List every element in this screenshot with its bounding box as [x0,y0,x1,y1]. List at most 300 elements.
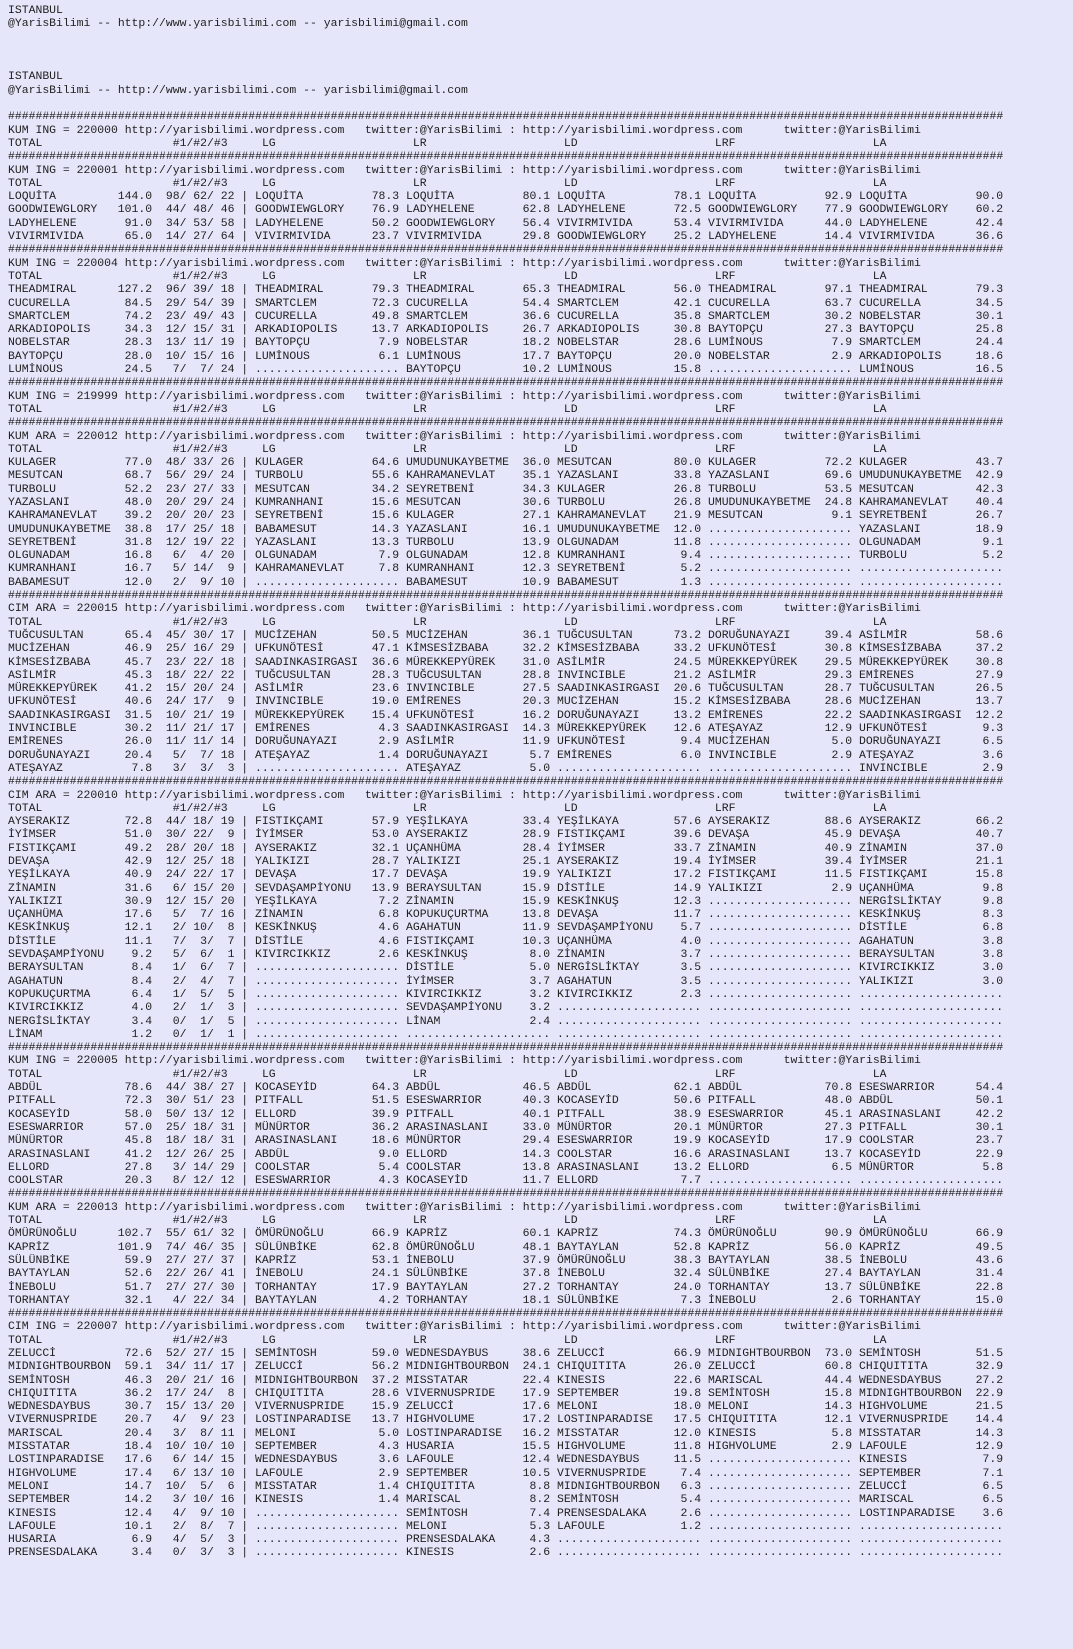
ranking-cell-lrf [708,762,852,775]
ranked-horse: LOSTINPARADISE [556,1413,654,1427]
result-row [8,203,1073,216]
ranked-score: 5.2 [680,562,702,576]
race-links: http://yarisbilimi.wordpress.com twitter:@YarisBilimi : http://yarisbilimi.wordpress.com twitter:@YarisBilimi [117,1200,921,1214]
col-placings: #1/#2/#3 [172,176,228,190]
ranked-score: 3.7 [529,974,551,988]
placing-1st: 98 [165,190,180,204]
ranking-cell-ld [557,1281,701,1294]
ranking-cell-la [859,310,1003,323]
ranked-horse: TORHANTAY [255,1280,317,1294]
ranked-score: 13.9 [371,881,400,895]
placing-1st: 44 [165,1081,180,1095]
ranked-score: 32.1 [371,841,400,855]
ranked-score: 51.5 [975,1346,1004,1360]
ranked-horse: VIVERNUSPRIDE [255,1400,345,1414]
placing-2nd: 27 [193,1280,207,1294]
ranked-score: 17.6 [522,1400,551,1414]
ranking-cell-lg [255,576,399,589]
total-score: 52.2 [124,482,153,496]
slash: / [207,469,214,483]
total-score: 45.8 [124,1134,153,1148]
ranked-score: 10.5 [522,1466,551,1480]
placing-2nd: 1 [200,1027,207,1041]
empty-dots: ..................... [255,575,400,589]
ranking-cell-lr [406,629,550,642]
ranked-score: 36.2 [371,1120,400,1134]
horse-name: THEADMIRAL [8,283,77,297]
ranking-cell-ld [557,1254,701,1267]
col-lg: LG [261,269,276,283]
slash: / [207,1293,214,1307]
ranking-cell-ld [557,988,701,1001]
empty-dots: ..................... [255,1519,400,1533]
placing-1st: 23 [165,309,180,323]
slash: / [207,961,214,975]
slash: / [179,535,187,549]
col-lg: LG [261,402,276,416]
slash: / [179,761,187,775]
ranked-score: 73.0 [824,1346,853,1360]
placing-3rd: 3 [227,1001,235,1015]
ranking-cell-ld [557,709,701,722]
ranked-horse: GOODWIEWGLORY [406,216,496,230]
placing-2nd: 38 [193,1081,207,1095]
placing-1st: 25 [165,642,180,656]
horse-name: AYSERAKIZ [8,815,70,829]
blank-line [8,44,1073,57]
ranking-cell-lg [255,1467,399,1480]
race-title: CIM ING = 220007 [8,1320,118,1334]
ranked-horse: ATEŞAYAZ [255,748,310,762]
ranking-cell-lrf [708,1015,852,1028]
placing-2nd: 5 [200,987,207,1001]
column-divider: | [241,190,249,204]
slash: / [207,1426,214,1440]
ranking-cell-ld [557,1400,701,1413]
ranked-score: 20.0 [673,349,702,363]
race-header [8,789,1073,802]
ranked-horse: MIDNIGHTBOURBON [707,1346,811,1360]
empty-dots: ..................... [858,1014,1004,1028]
horse-name: ELLORD [8,1160,50,1174]
slash: / [179,987,187,1001]
ranking-cell-la [859,1134,1003,1147]
slash: / [179,1400,187,1414]
total-score: 8.4 [131,961,153,975]
ranked-score: 38.3 [673,1253,702,1267]
ranked-score: 40.1 [522,1107,551,1121]
ranked-score: 9.8 [982,881,1004,895]
horse-name: ZELUCCİ [8,1346,57,1360]
ranked-score: 17.7 [522,349,551,363]
ranked-score: 65.3 [522,283,551,297]
column-divider: | [241,1506,249,1520]
horse-name: BAYTAYLAN [8,1267,70,1281]
race-header [8,1320,1073,1333]
ranked-horse: ELLORD [406,1147,448,1161]
result-row [8,629,1073,642]
ranked-score: 28.4 [522,841,551,855]
ranking-cell-lrf [708,948,852,961]
ranked-horse: MUCİZEHAN [406,628,468,642]
placing-1st: 12 [165,855,180,868]
col-lrf: LRF [714,402,736,416]
ranked-score: 25.1 [522,855,551,868]
ranked-score: 18.9 [975,522,1004,536]
slash: / [179,216,187,230]
placing-3rd: 24 [220,682,235,696]
result-row [8,1400,1073,1413]
horse-name: MISSTATAR [8,1440,70,1454]
ranking-cell-ld [557,815,701,828]
total-score: 46.9 [124,642,153,656]
ranking-cell-lg [255,562,399,575]
ranking-cell-lg [255,935,399,948]
ranked-horse: CUCURELLA [556,309,619,323]
placing-1st: 18 [165,668,180,682]
ranked-horse: EMİRENES [556,748,612,762]
slash: / [207,1014,214,1028]
ranked-score: 2.9 [982,761,1004,775]
ranked-horse: CHIQUITITA [707,1413,777,1427]
ranked-score: 12.0 [673,522,702,536]
horse-name: MIDNIGHTBOURBON [8,1360,111,1374]
placing-1st: 48 [165,456,180,470]
ranking-cell-lr [406,230,550,243]
result-row [8,456,1073,469]
ranked-score: 12.0 [673,1426,702,1440]
ranked-score: 7.8 [378,562,400,576]
placing-1st: 24 [165,868,180,882]
ranked-score: 12.4 [522,1453,551,1467]
ranked-horse: ATEŞAYAZ [406,761,461,775]
ranked-score: 19.9 [522,868,551,882]
empty-dots: ..................... [556,1001,702,1015]
col-lrf: LRF [714,442,736,456]
ranked-horse: BERAYSULTAN [406,881,482,895]
placing-1st: 2 [172,1001,180,1015]
slash: / [179,668,187,682]
horse-name: YALIKIZI [8,894,63,908]
ranked-score: 48.0 [824,1094,853,1108]
horse-name: SEVDAŞAMPİYONU [8,948,105,962]
ranked-horse: ÖMÜRÜNOĞLU [255,1227,324,1241]
placing-3rd: 18 [220,655,235,669]
placing-3rd: 8 [227,921,235,935]
total-score: 3.4 [131,1546,153,1560]
placing-2nd: 21 [193,708,207,722]
ranking-cell-lrf [708,1360,852,1373]
ranking-cell-lr [406,1108,550,1121]
placing-1st: 3 [172,761,180,775]
ranked-horse: ABDÜL [406,1081,441,1095]
ranked-horse: ZELUCCİ [255,1360,304,1374]
col-la: LA [872,176,887,190]
ranked-horse: YAZASLANI [707,469,770,483]
ranked-score: 49.5 [975,1240,1004,1254]
ranked-score: 14.4 [975,1413,1004,1427]
horse-name: ARKADIOPOLIS [8,323,91,337]
placing-2nd: 11 [193,336,207,350]
ranked-horse: MARISCAL [406,1493,461,1507]
slash: / [207,283,214,297]
ranked-horse: ARKADIOPOLIS [858,349,942,363]
ranked-score: 30.8 [824,642,853,656]
ranked-score: 5.4 [378,1160,400,1174]
total-score: 52.6 [124,1267,153,1281]
col-total: TOTAL [8,136,43,150]
total-score: 42.9 [124,855,153,868]
ranking-cell-la [859,1467,1003,1480]
ranking-cell-la [859,975,1003,988]
empty-dots: ..................... [707,948,853,962]
race-title: CIM ARA = 220015 [8,602,118,616]
placing-3rd: 16 [220,1493,235,1507]
slash: / [179,349,187,363]
ranking-cell-lg [255,948,399,961]
ranked-score: 17.2 [673,868,702,882]
placing-3rd: 33 [220,482,235,496]
ranked-horse: LOQUİTA [406,190,455,204]
placing-2nd: 8 [200,1519,207,1533]
ranked-score: 2.9 [378,735,400,749]
ranking-cell-lg [255,762,399,775]
ranking-cell-lrf [708,509,852,522]
ranking-cell-la [859,536,1003,549]
ranked-score: 49.8 [371,309,400,323]
ranked-horse: BABAMESUT [255,522,317,536]
ranking-cell-lg [255,1174,399,1187]
ranking-cell-lg [255,975,399,988]
col-lg: LG [261,442,276,456]
ranked-score: 9.1 [831,509,853,523]
ranking-cell-lr [406,908,550,921]
placing-2nd: 49 [193,309,207,323]
ranked-horse: İYİMSER [707,855,757,868]
result-row [8,695,1073,708]
ranked-score: 30.8 [975,655,1004,669]
ranked-score: 53.1 [371,1253,400,1267]
placing-3rd: 12 [220,1107,235,1121]
ranked-score: 15.8 [673,363,702,377]
column-header-row [8,270,1073,283]
ranking-cell-lg [255,350,399,363]
ranking-cell-la [859,1294,1003,1307]
ranked-score: 7.9 [378,549,400,563]
slash: / [207,735,214,749]
placing-1st: 10 [165,1440,180,1454]
column-divider: | [241,1253,249,1267]
separator-line: ################################################################################################################################################# [8,110,1004,124]
ranked-score: 16.5 [975,363,1004,377]
ranked-score: 11.9 [522,735,551,749]
placing-1st: 0 [172,1546,180,1560]
ranked-horse: YALIKIZI [707,881,763,895]
slash: / [179,868,187,882]
ranking-cell-lr [406,523,550,536]
ranking-cell-ld [557,682,701,695]
col-placings: #1/#2/#3 [172,136,228,150]
result-row [8,336,1073,349]
ranked-score: 80.0 [673,456,702,470]
ranking-cell-la [859,1281,1003,1294]
ranked-horse: KINESIS [707,1426,757,1440]
result-row [8,1507,1073,1520]
placing-3rd: 3 [227,761,235,775]
ranking-cell-lrf [708,1134,852,1147]
result-row [8,1281,1073,1294]
placing-3rd: 58 [220,216,235,230]
ranking-cell-lrf [708,815,852,828]
col-lrf: LRF [714,615,736,629]
empty-dots: ..................... [707,1546,853,1560]
ranked-horse: UFKUNÖTESİ [707,642,777,656]
ranked-horse: MÜREKKEPYÜREK [406,655,496,669]
ranked-score: 39.4 [824,855,853,868]
placing-3rd: 22 [220,190,235,204]
ranked-score: 56.4 [522,216,551,230]
ranked-score: 76.9 [371,203,400,217]
total-score: 65.4 [124,628,153,642]
ranked-score: 39.6 [673,828,702,842]
ranked-horse: KIVIRCIKKIZ [858,961,935,975]
ranked-score: 42.9 [975,469,1004,483]
total-score: 28.3 [124,336,153,350]
ranking-cell-lg [255,1427,399,1440]
race-section [8,243,1073,376]
horse-name: LADYHELENE [8,216,77,230]
ranking-cell-lr [406,882,550,895]
ranking-cell-ld [557,363,701,376]
ranking-cell-lrf [708,908,852,921]
ranked-horse: MISSTATAR [406,1373,468,1387]
ranking-cell-ld [557,1374,701,1387]
column-header-row [8,802,1073,815]
ranking-cell-lr [406,1174,550,1187]
ranking-cell-ld [557,895,701,908]
placing-3rd: 34 [220,1293,235,1307]
slash: / [207,349,214,363]
ranked-score: 15.6 [371,495,400,509]
ranking-cell-ld [557,1267,701,1280]
ranked-horse: MISSTATAR [556,1426,619,1440]
ranked-score: 5.3 [529,1519,551,1533]
col-la: LA [872,402,887,416]
column-divider: | [241,841,249,855]
ranking-cell-ld [557,855,701,868]
ranked-score: 12.2 [975,708,1004,722]
result-row [8,842,1073,855]
empty-dots: ..................... [858,575,1004,589]
ranked-horse: MUCİZEHAN [858,695,921,709]
column-header-row [8,443,1073,456]
ranking-cell-la [859,1546,1003,1559]
ranked-horse: İNEBOLU [707,1293,757,1307]
col-lr: LR [412,269,427,283]
ranked-score: 34.2 [371,482,400,496]
race-section [8,775,1073,1041]
ranked-horse: MÜNÜRTOR [707,1120,763,1134]
ranking-cell-ld [557,310,701,323]
ranked-score: 2.9 [831,748,853,762]
placing-3rd: 10 [220,1506,235,1520]
result-row [8,1241,1073,1254]
result-row [8,1294,1073,1307]
ranked-score: 66.2 [975,815,1004,829]
ranked-score: 9.1 [982,535,1004,549]
col-placings: #1/#2/#3 [172,801,228,815]
ranking-cell-ld [557,921,701,934]
separator-line: ################################################################################################################################################# [8,775,1004,789]
placing-3rd: 16 [220,1373,235,1387]
placing-1st: 5 [172,562,180,576]
ranked-horse: TUĞCUSULTAN [255,668,331,682]
ranking-cell-lrf [708,1387,852,1400]
col-lr: LR [412,176,427,190]
ranked-horse: VIVIRMIVIDA [707,216,784,230]
total-score: 45.3 [124,668,153,682]
ranking-cell-ld [557,1520,701,1533]
total-score: 59.1 [124,1360,153,1374]
ranking-cell-lg [255,1400,399,1413]
ranked-score: 3.6 [378,1453,400,1467]
col-placings: #1/#2/#3 [172,402,228,416]
total-score: 18.4 [124,1440,153,1454]
ranked-horse: TURBOLU [707,482,757,496]
ranked-horse: INVINCIBLE [556,668,626,682]
ranking-cell-lr [406,1400,550,1413]
placing-1st: 8 [172,1174,180,1188]
ranking-cell-lr [406,762,550,775]
result-row [8,483,1073,496]
column-divider: | [241,363,249,377]
col-ld: LD [563,402,578,416]
slash: / [179,1426,187,1440]
ranked-score: 20.1 [673,1120,702,1134]
ranking-cell-lr [406,1294,550,1307]
ranked-horse: GOODWIEWGLORY [707,203,798,217]
ranked-horse: SEMİNTOSH [406,1506,468,1520]
slash: / [207,761,214,775]
placing-1st: 44 [165,203,180,217]
placing-3rd: 5 [227,987,235,1001]
ranked-score: 88.6 [824,815,853,829]
placing-3rd: 6 [227,1479,235,1493]
ranked-score: 27.3 [824,1120,853,1134]
ranked-score: 7.9 [378,336,400,350]
race-title: KUM ARA = 220012 [8,429,118,443]
ranked-horse: LAFOULE [255,1466,304,1480]
slash: / [207,336,214,350]
placing-2nd: 9 [200,575,207,589]
slash: / [207,881,214,895]
ranked-horse: KAHRAMANEVLAT [556,509,647,523]
horse-name: ARASINASLANI [8,1147,91,1161]
ranked-horse: İNEBOLU [556,1267,606,1281]
ranked-horse: PRENSESDALAKA [406,1533,496,1547]
ranking-cell-la [859,1387,1003,1400]
ranked-score: 17.7 [371,868,400,882]
ranked-horse: SEVDAŞAMPİYONU [556,921,654,935]
horse-name: NOBELSTAR [8,336,70,350]
ranking-cell-lrf [708,682,852,695]
race-title: KUM ING = 220005 [8,1054,118,1068]
ranking-cell-lrf [708,921,852,934]
ranking-cell-la [859,1148,1003,1161]
ranked-score: 11.7 [522,1174,551,1188]
ranked-horse: OLGUNADAM [255,549,317,563]
slash: / [179,1373,187,1387]
